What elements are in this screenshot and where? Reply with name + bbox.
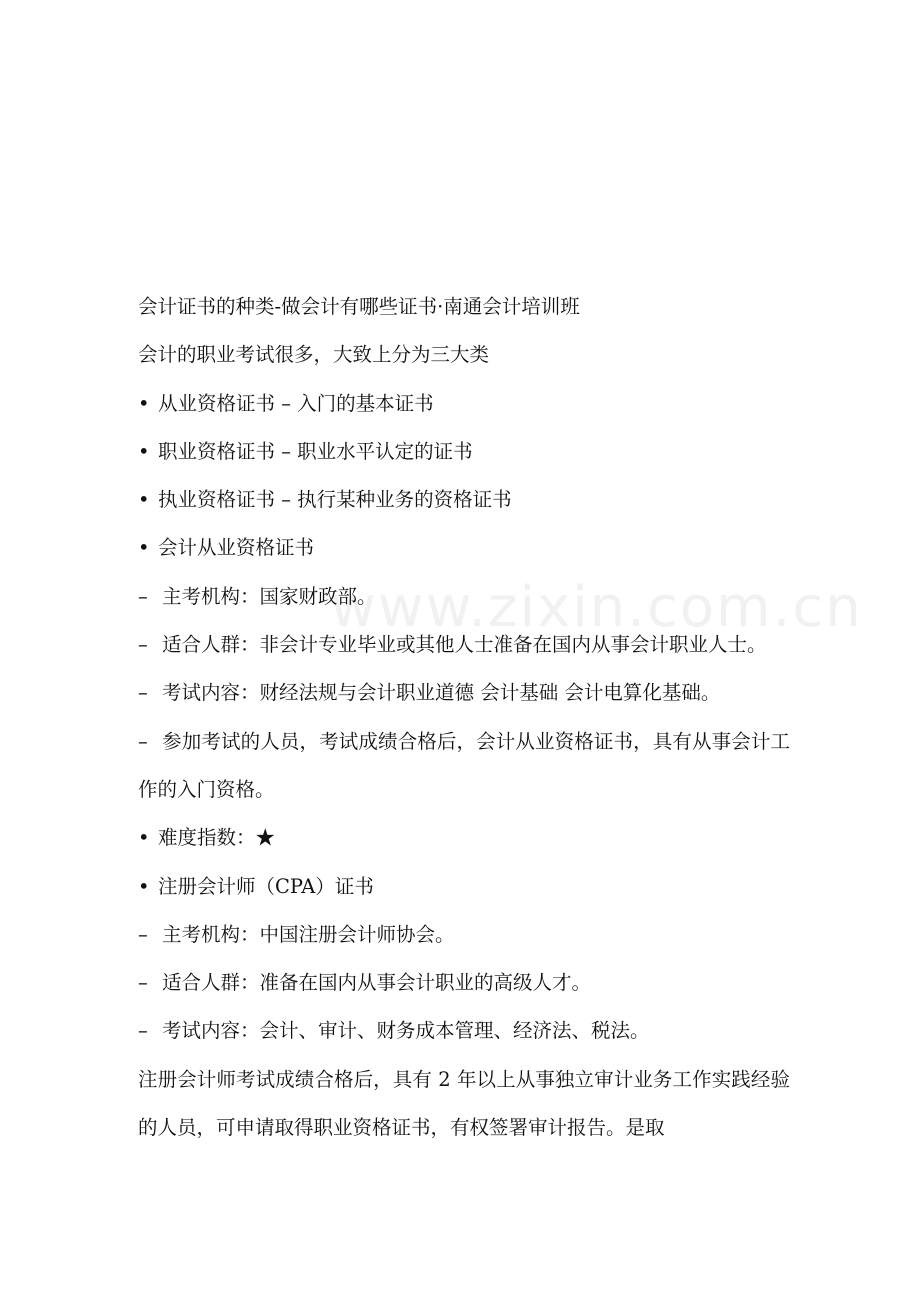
section-heading-text: 注册会计师（CPA）证书 bbox=[158, 874, 374, 898]
list-item bbox=[138, 380, 790, 428]
detail-line bbox=[138, 669, 790, 717]
category-text: 执业资格证书 – 执行某种业务的资格证书 bbox=[158, 488, 512, 512]
detail-paragraph bbox=[138, 621, 790, 669]
audience-text: 适合人群：非会计专业毕业或其他人士准备在国内从事会计职业人士。 bbox=[162, 633, 767, 657]
bullet-icon: • bbox=[138, 874, 150, 898]
organizer-text: 主考机构：国家财政部。 bbox=[162, 584, 377, 608]
dash-icon: – bbox=[138, 681, 148, 705]
difficulty-text: 难度指数：★ bbox=[158, 826, 276, 850]
dash-icon: – bbox=[138, 729, 148, 753]
category-text: 职业资格证书 – 职业水平认定的证书 bbox=[158, 439, 473, 463]
bullet-icon: • bbox=[138, 391, 150, 415]
dash-icon: – bbox=[138, 1019, 148, 1043]
detail-paragraph bbox=[138, 718, 790, 815]
dash-icon: – bbox=[138, 584, 148, 608]
list-item bbox=[138, 476, 790, 524]
list-item bbox=[138, 814, 790, 862]
bullet-icon: • bbox=[138, 826, 150, 850]
bullet-icon: • bbox=[138, 488, 150, 512]
detail-line bbox=[138, 1007, 790, 1055]
dash-icon: – bbox=[138, 633, 148, 657]
audience-text: 适合人群：准备在国内从事会计职业的高级人才。 bbox=[162, 971, 592, 995]
content-text: 考试内容：会计、审计、财务成本管理、经济法、税法。 bbox=[162, 1019, 650, 1043]
detail-line bbox=[138, 573, 790, 621]
watermark: www.zixin.com.cn bbox=[330, 575, 863, 640]
intro-text: 会计的职业考试很多，大致上分为三大类 bbox=[138, 343, 490, 367]
list-item bbox=[138, 428, 790, 476]
detail-line bbox=[138, 911, 790, 959]
document-title: 会计证书的种类-做会计有哪些证书·南通会计培训班 bbox=[138, 295, 580, 318]
content-text: 考试内容：财经法规与会计职业道德 会计基础 会计电算化基础。 bbox=[162, 681, 721, 705]
document-body bbox=[138, 283, 790, 1152]
body-paragraph: 注册会计师考试成绩合格后，具有 2 年以上从事独立审计业务工作实践经验的人员，可申请取得职业资格证书，有权签署审计报告。是取 bbox=[138, 1067, 790, 1140]
dash-icon: – bbox=[138, 971, 148, 995]
bullet-icon: • bbox=[138, 439, 150, 463]
organizer-text: 主考机构：中国注册会计师协会。 bbox=[162, 922, 455, 946]
detail-line bbox=[138, 959, 790, 1007]
section-heading bbox=[138, 524, 790, 572]
result-text: 参加考试的人员，考试成绩合格后，会计从业资格证书，具有从事会计工作的入门资格。 bbox=[138, 729, 790, 801]
bullet-icon: • bbox=[138, 536, 150, 560]
category-text: 从业资格证书 – 入门的基本证书 bbox=[158, 391, 434, 415]
section-heading bbox=[138, 863, 790, 911]
dash-icon: – bbox=[138, 922, 148, 946]
section-heading-text: 会计从业资格证书 bbox=[158, 536, 315, 560]
